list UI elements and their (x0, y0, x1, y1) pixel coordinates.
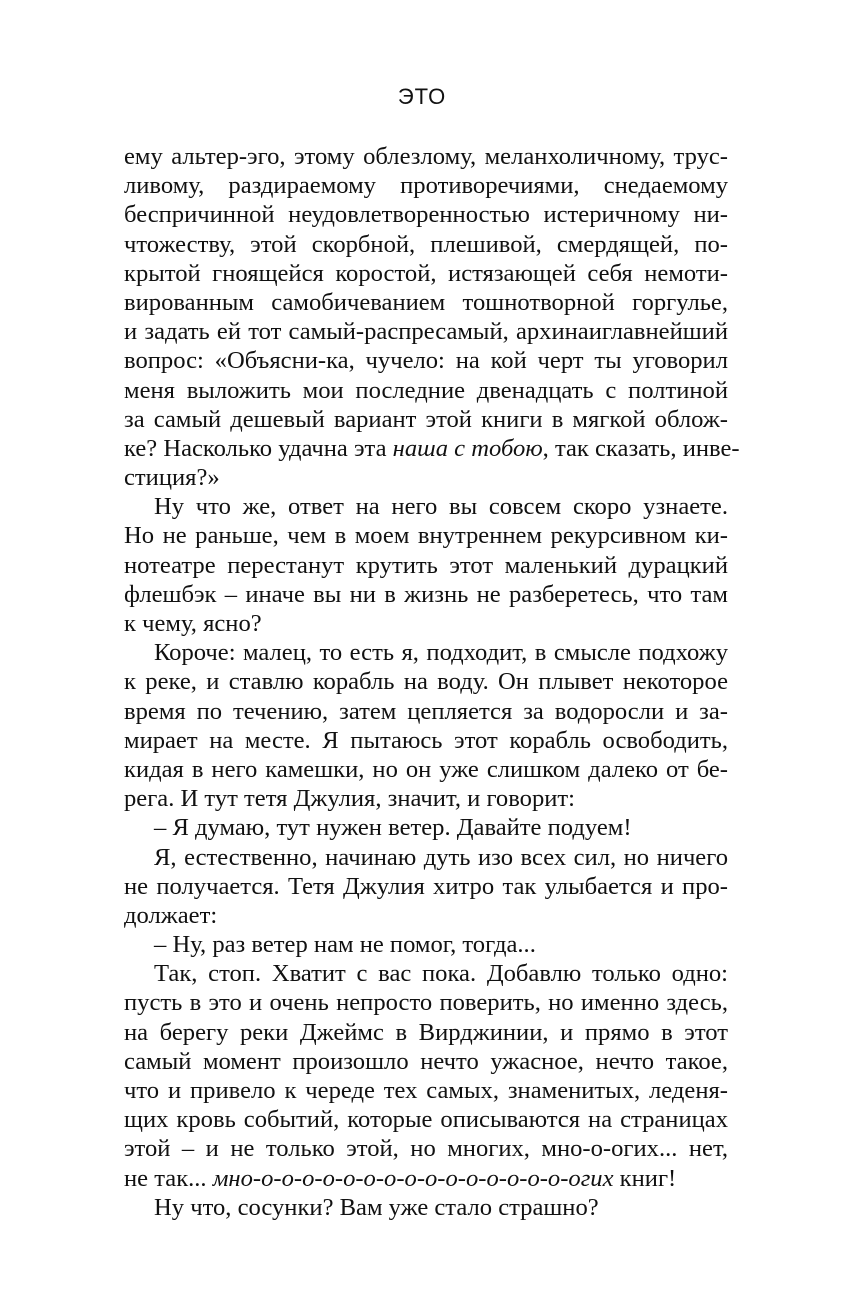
text-line: – Я думаю, тут нужен ветер. Давайте подуем! (154, 814, 632, 842)
text-line: Короче: малец, то есть я, подходит, в смысле подхожу (154, 639, 728, 667)
text-line: этой – и не только этой, но многих, мно-о-огих... нет, (124, 1135, 728, 1163)
text-line (124, 434, 740, 463)
text-line: Ну что, сосунки? Вам уже стало страшно? (154, 1193, 599, 1221)
text-segment: , так сказать, инве- (542, 434, 740, 462)
italic-emphasis: наша с тобою (392, 434, 543, 462)
text-line: щих кровь событий, которые описываются на страницах (124, 1106, 728, 1134)
text-line: мирает на месте. Я пытаюсь этот корабль освободить, (124, 726, 728, 754)
text-line: на берегу реки Джеймс в Вирджинии, и прямо в этот (124, 1018, 728, 1046)
text-line: и задать ей тот самый-распресамый, архинаиглавнейший (124, 318, 728, 346)
text-line: что и привело к череде тех самых, знаменитых, леденя- (124, 1077, 728, 1104)
text-line: стиция?» (124, 464, 220, 492)
text-line: крытой гноящейся коростой, истязающей себя немоти- (124, 259, 728, 287)
text-line: нотеатре перестанут крутить этот маленький дурацкий (124, 551, 728, 579)
text-line: ему альтер-эго, этому облезлому, меланхоличному, трус- (124, 143, 728, 170)
italic-emphasis: мно-о-о-о-о-о-о-о-о-о-о-о-о-о-о-о-огих (212, 1164, 614, 1192)
running-title: ЭТО (397, 84, 447, 109)
text-line: вопрос: «Объясни-ка, чучело: на кой черт ты уговорил (124, 347, 728, 375)
text-line: Ну что же, ответ на него вы совсем скоро узнаете. (154, 493, 728, 521)
text-line: Я, естественно, начинаю дуть изо всех сил, но ничего (154, 843, 728, 871)
text-line (124, 1164, 728, 1193)
text-line: к чему, ясно? (124, 610, 262, 637)
text-line: время по течению, затем цепляется за водоросли и за- (124, 697, 728, 725)
text-line: пусть в это и очень непросто поверить, но именно здесь, (124, 989, 728, 1017)
text-segment: не так... (124, 1164, 213, 1192)
text-line: Но не раньше, чем в моем внутреннем рекурсивном ки- (124, 522, 728, 550)
text-segment: ке? Насколько удачна эта (124, 434, 393, 462)
text-line: чтожеству, этой скорбной, плешивой, смердящей, по- (124, 230, 728, 258)
text-line: кидая в него камешки, но он уже слишком далеко от бе- (124, 755, 728, 783)
body-text (124, 142, 740, 1222)
text-line: к реке, и ставлю корабль на воду. Он плывет некоторое (124, 668, 728, 696)
text-line: беспричинной неудовлетворенностью истеричному ни- (124, 201, 728, 229)
text-line: вированным самобичеванием тошнотворной горгулье, (124, 288, 728, 316)
text-line: не получается. Тетя Джулия хитро так улыбается и про- (124, 872, 728, 900)
text-line: флешбэк – иначе вы ни в жизнь не разберетесь, что там (124, 580, 728, 608)
text-line: самый момент произошло нечто ужасное, нечто такое, (124, 1047, 728, 1075)
text-line: – Ну, раз ветер нам не помог, тогда... (154, 931, 536, 959)
text-line: должает: (124, 901, 218, 929)
text-segment: книг! (613, 1164, 677, 1192)
text-line: рега. И тут тетя Джулия, значит, и говорит: (124, 785, 576, 813)
text-line: ливому, раздираемому противоречиями, снедаемому (124, 172, 728, 200)
text-line: Так, стоп. Хватит с вас пока. Добавлю только одно: (154, 960, 728, 988)
text-line: меня выложить мои последние двенадцать с полтиной (124, 376, 728, 404)
text-line: за самый дешевый вариант этой книги в мягкой облож- (124, 405, 728, 433)
